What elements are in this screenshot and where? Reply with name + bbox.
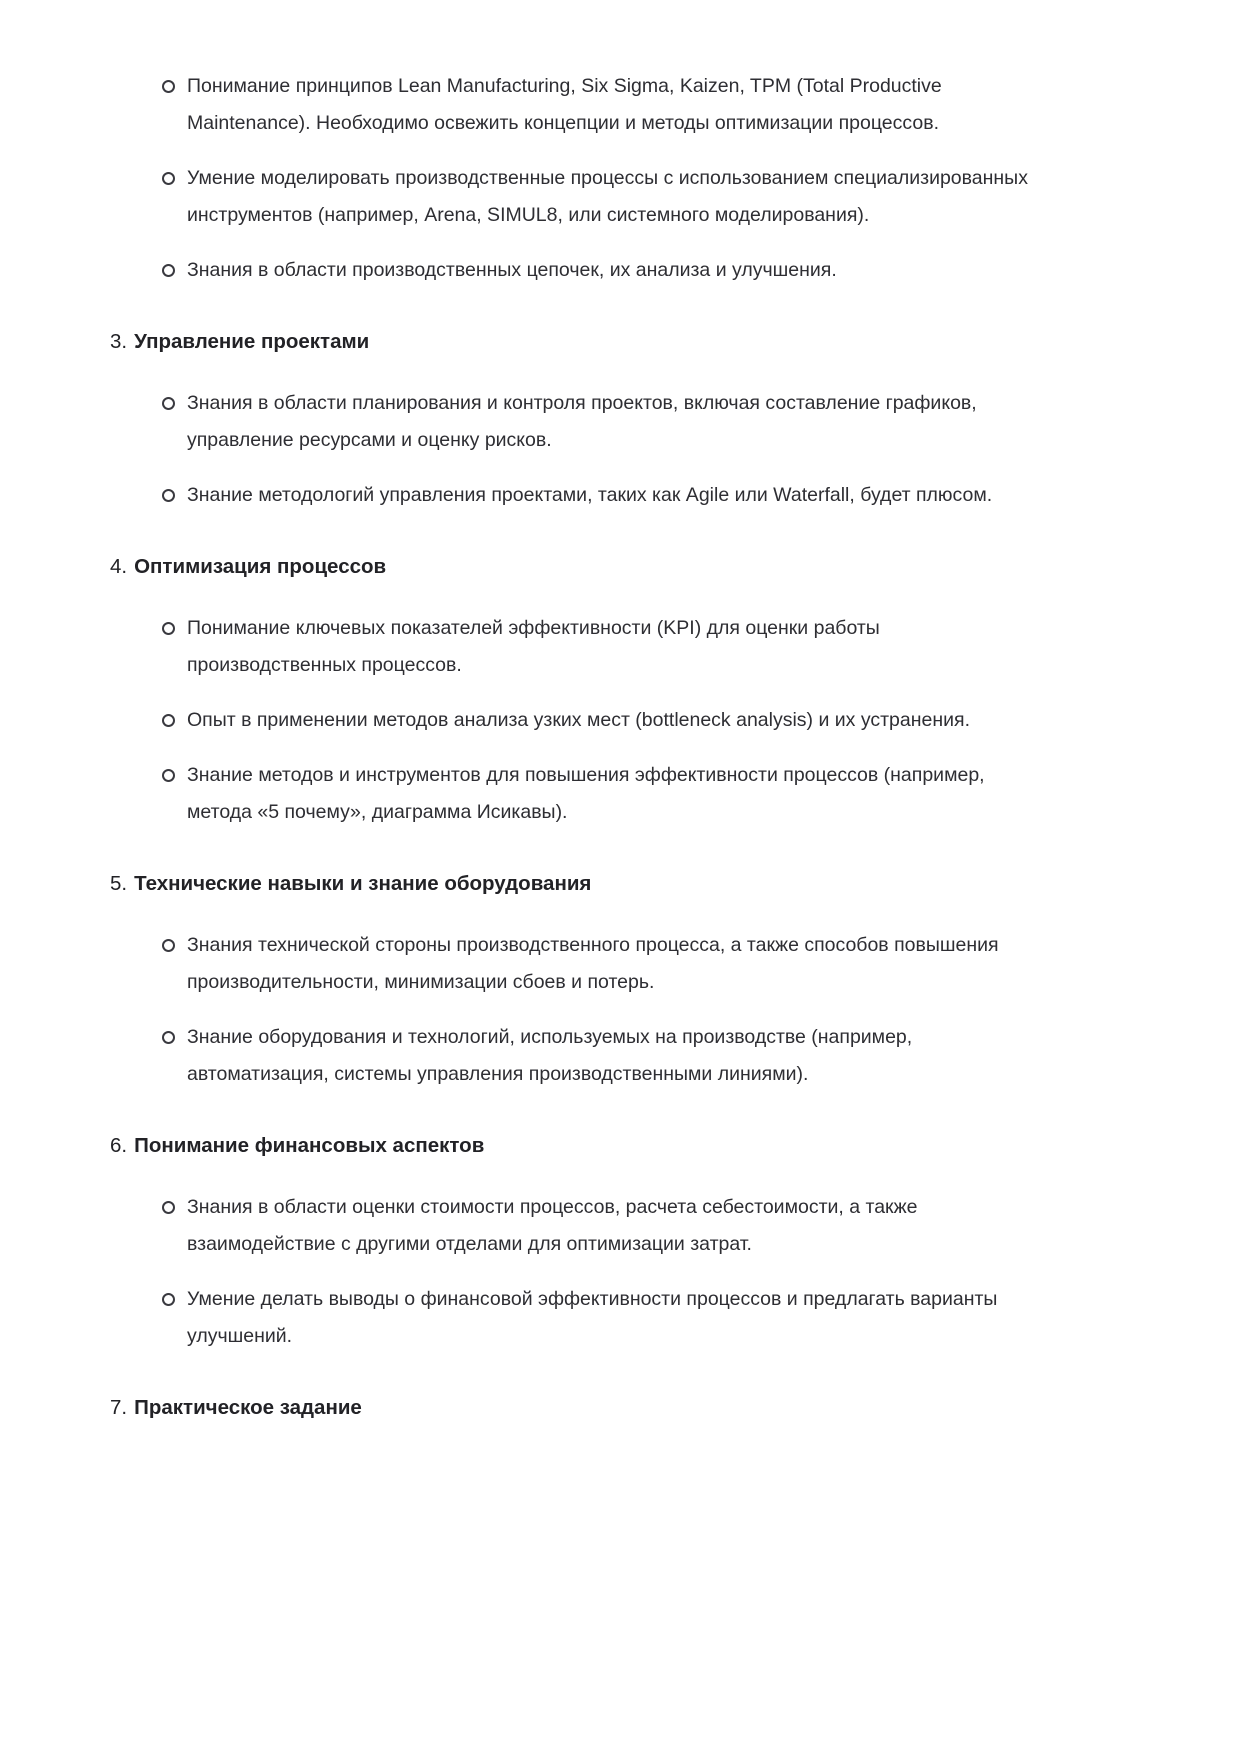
circle-bullet-icon xyxy=(162,397,175,410)
list-item-text: Опыт в применении методов анализа узких мест (bottleneck analysis) и их устранения. xyxy=(187,709,970,731)
circle-bullet-icon xyxy=(162,172,175,185)
section-3-bullet-list xyxy=(110,385,1045,514)
circle-bullet-icon xyxy=(162,622,175,635)
list-item-text: Умение моделировать производственные процессы с использованием специализированных инструментов (например, Arena, SIMUL8, или системного моделирования). xyxy=(187,167,1028,226)
list-item xyxy=(162,252,1045,289)
list-item xyxy=(162,68,1045,142)
list-item-text: Понимание ключевых показателей эффективности (KPI) для оценки работы производственных процессов. xyxy=(187,617,880,676)
circle-bullet-icon xyxy=(162,80,175,93)
list-item-text: Понимание принципов Lean Manufacturing, Six Sigma, Kaizen, TPM (Total Productive Maintenance). Необходимо освежить концепции и методы оптимизации процессов. xyxy=(187,75,942,134)
list-item-text: Знания технической стороны производственного процесса, а также способов повышения производительности, минимизации сбоев и потерь. xyxy=(187,934,999,993)
section-heading-4 xyxy=(110,550,1045,584)
list-item xyxy=(162,610,1045,684)
section-number: 7. xyxy=(110,1396,128,1419)
circle-bullet-icon xyxy=(162,769,175,782)
section-heading-7 xyxy=(110,1391,1045,1425)
section-title: Технические навыки и знание оборудования xyxy=(134,872,592,895)
section-title: Практическое задание xyxy=(134,1396,362,1419)
section-title: Оптимизация процессов xyxy=(134,555,387,578)
list-item xyxy=(162,160,1045,234)
list-item xyxy=(162,1019,1045,1093)
circle-bullet-icon xyxy=(162,1031,175,1044)
section-6-bullet-list xyxy=(110,1189,1045,1355)
list-item-text: Знания в области оценки стоимости процессов, расчета себестоимости, а также взаимодействие с другими отделами для оптимизации затрат. xyxy=(187,1196,918,1255)
section-number: 4. xyxy=(110,555,128,578)
list-item-text: Знание оборудования и технологий, используемых на производстве (например, автоматизация, системы управления производственными линиями). xyxy=(187,1026,913,1085)
section-heading-5 xyxy=(110,867,1045,901)
list-item xyxy=(162,927,1045,1001)
section-heading-3 xyxy=(110,325,1045,359)
section-title: Управление проектами xyxy=(134,330,370,353)
list-item xyxy=(162,702,1045,739)
list-item-text: Умение делать выводы о финансовой эффективности процессов и предлагать варианты улучшений. xyxy=(187,1288,998,1347)
document-content xyxy=(110,68,1045,1425)
section-heading-6 xyxy=(110,1129,1045,1163)
list-item-text: Знание методологий управления проектами, таких как Agile или Waterfall, будет плюсом. xyxy=(187,484,993,506)
section-number: 3. xyxy=(110,330,128,353)
circle-bullet-icon xyxy=(162,1293,175,1306)
section-number: 6. xyxy=(110,1134,128,1157)
list-item xyxy=(162,1189,1045,1263)
section-title: Понимание финансовых аспектов xyxy=(134,1134,485,1157)
section-4-bullet-list xyxy=(110,610,1045,831)
circle-bullet-icon xyxy=(162,264,175,277)
list-item-text: Знания в области планирования и контроля проектов, включая составление графиков, управление ресурсами и оценку рисков. xyxy=(187,392,977,451)
lead-bullet-list xyxy=(110,68,1045,289)
circle-bullet-icon xyxy=(162,1201,175,1214)
section-number: 5. xyxy=(110,872,128,895)
list-item-text: Знание методов и инструментов для повышения эффективности процессов (например, метода «5 почему», диаграмма Исикавы). xyxy=(187,764,985,823)
circle-bullet-icon xyxy=(162,489,175,502)
list-item xyxy=(162,385,1045,459)
list-item xyxy=(162,477,1045,514)
list-item-text: Знания в области производственных цепочек, их анализа и улучшения. xyxy=(187,259,837,281)
circle-bullet-icon xyxy=(162,714,175,727)
section-5-bullet-list xyxy=(110,927,1045,1093)
list-item xyxy=(162,757,1045,831)
list-item xyxy=(162,1281,1045,1355)
circle-bullet-icon xyxy=(162,939,175,952)
